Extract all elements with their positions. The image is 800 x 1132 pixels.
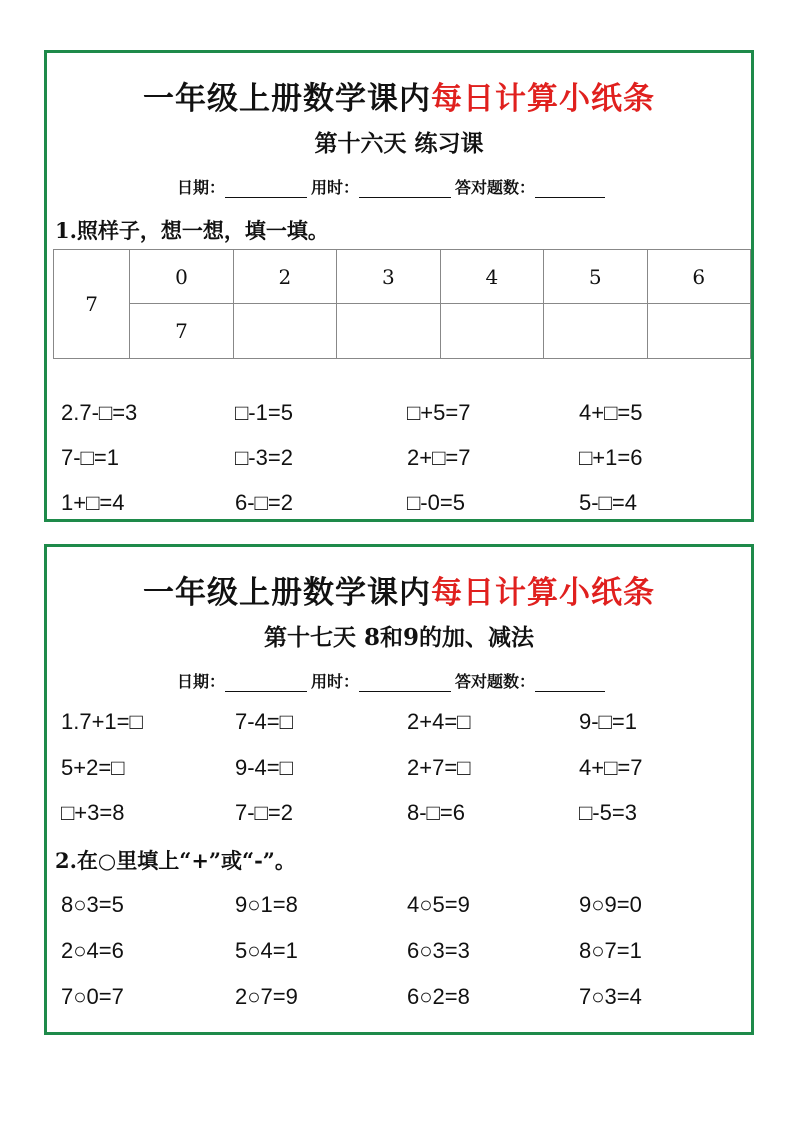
- table-top-cell: 6: [647, 250, 751, 304]
- time-blank[interactable]: [359, 181, 451, 198]
- exercise: 1+□=4: [61, 490, 125, 515]
- card-subtitle: 第十六天 练习课: [314, 130, 484, 157]
- exercise-row: [47, 393, 747, 433]
- exercise: 6○3=3: [407, 938, 470, 963]
- date-label: 日期：: [177, 178, 226, 197]
- exercise: 2.7-□=3: [61, 400, 138, 425]
- exercise: 1.7+1=□: [61, 709, 143, 734]
- exercise: 2○7=9: [235, 984, 298, 1009]
- meta-line: [177, 669, 609, 692]
- question-1-heading: 1.照样子，想一想，填一填。: [55, 218, 329, 243]
- title-black-part: 一年级上册数学课内: [143, 81, 431, 117]
- table-answer-cell[interactable]: [337, 304, 440, 359]
- exercise: 9-□=1: [579, 709, 637, 734]
- correct-label: 答对题数：: [455, 178, 536, 197]
- exercise: 2+4=□: [407, 709, 471, 734]
- exercise: 2+7=□: [407, 755, 471, 780]
- meta-line: [177, 175, 609, 198]
- exercise: 8○7=1: [579, 938, 642, 963]
- exercise: 9○9=0: [579, 892, 642, 917]
- exercise: 6-□=2: [235, 490, 293, 515]
- table-answer-cell[interactable]: [233, 304, 336, 359]
- exercise-row: [47, 702, 747, 742]
- exercise: 5○4=1: [235, 938, 298, 963]
- exercise: □+5=7: [407, 400, 471, 425]
- exercise: □+1=6: [579, 445, 643, 470]
- exercise: 4+□=7: [579, 755, 643, 780]
- title-black-part: 一年级上册数学课内: [143, 575, 431, 611]
- exercise: 9-4=□: [235, 755, 293, 780]
- exercise: 7-□=1: [61, 445, 119, 470]
- table-top-cell: 4: [440, 250, 543, 304]
- worksheet-card-day16: [44, 50, 754, 522]
- exercise-row: [47, 438, 747, 478]
- worksheet-card-day17: [44, 544, 754, 1035]
- time-label: 用时：: [311, 672, 360, 691]
- table-bottom-cell: 7: [130, 304, 233, 359]
- fill-table: [53, 249, 751, 359]
- table-answer-cell[interactable]: [440, 304, 543, 359]
- exercise: 5+2=□: [61, 755, 125, 780]
- table-answer-cell[interactable]: [647, 304, 751, 359]
- exercise: □-0=5: [407, 490, 465, 515]
- table-top-cell: 0: [130, 250, 233, 304]
- title-red-part: 每日计算小纸条: [431, 575, 655, 611]
- correct-blank[interactable]: [535, 181, 605, 198]
- title-red-part: 每日计算小纸条: [431, 81, 655, 117]
- exercise: 5-□=4: [579, 490, 637, 515]
- date-blank[interactable]: [225, 181, 307, 198]
- exercise: □-1=5: [235, 400, 293, 425]
- card-title: [47, 73, 751, 118]
- date-label: 日期：: [177, 672, 226, 691]
- exercise: 6○2=8: [407, 984, 470, 1009]
- correct-label: 答对题数：: [455, 672, 536, 691]
- exercise: 7-4=□: [235, 709, 293, 734]
- exercise: 4+□=5: [579, 400, 643, 425]
- exercise: 8○3=5: [61, 892, 124, 917]
- time-label: 用时：: [311, 178, 360, 197]
- exercise-row: [47, 483, 747, 523]
- exercise: 7○3=4: [579, 984, 642, 1009]
- exercise: □-3=2: [235, 445, 293, 470]
- exercise: 9○1=8: [235, 892, 298, 917]
- table-top-cell: 5: [544, 250, 647, 304]
- correct-blank[interactable]: [535, 675, 605, 692]
- exercise: 2+□=7: [407, 445, 471, 470]
- question-2-heading: 2.在○里填上“+”或“-”。: [55, 848, 296, 873]
- table-top-cell: 3: [337, 250, 440, 304]
- exercise-row: [47, 885, 747, 925]
- table-top-cell: 2: [233, 250, 336, 304]
- exercise: □-5=3: [579, 800, 637, 825]
- exercise: 7-□=2: [235, 800, 293, 825]
- exercise-row: [47, 793, 747, 833]
- date-blank[interactable]: [225, 675, 307, 692]
- exercise: 4○5=9: [407, 892, 470, 917]
- table-answer-cell[interactable]: [544, 304, 647, 359]
- time-blank[interactable]: [359, 675, 451, 692]
- exercise: 2○4=6: [61, 938, 124, 963]
- exercise-row: [47, 931, 747, 971]
- card-title: [47, 567, 751, 612]
- exercise-row: [47, 748, 747, 788]
- table-left-cell: 7: [54, 250, 130, 359]
- card-subtitle: 第十七天 8和9的加、减法: [263, 624, 534, 651]
- exercise: 7○0=7: [61, 984, 124, 1009]
- exercise-row: [47, 977, 747, 1017]
- exercise: □+3=8: [61, 800, 125, 825]
- exercise: 8-□=6: [407, 800, 465, 825]
